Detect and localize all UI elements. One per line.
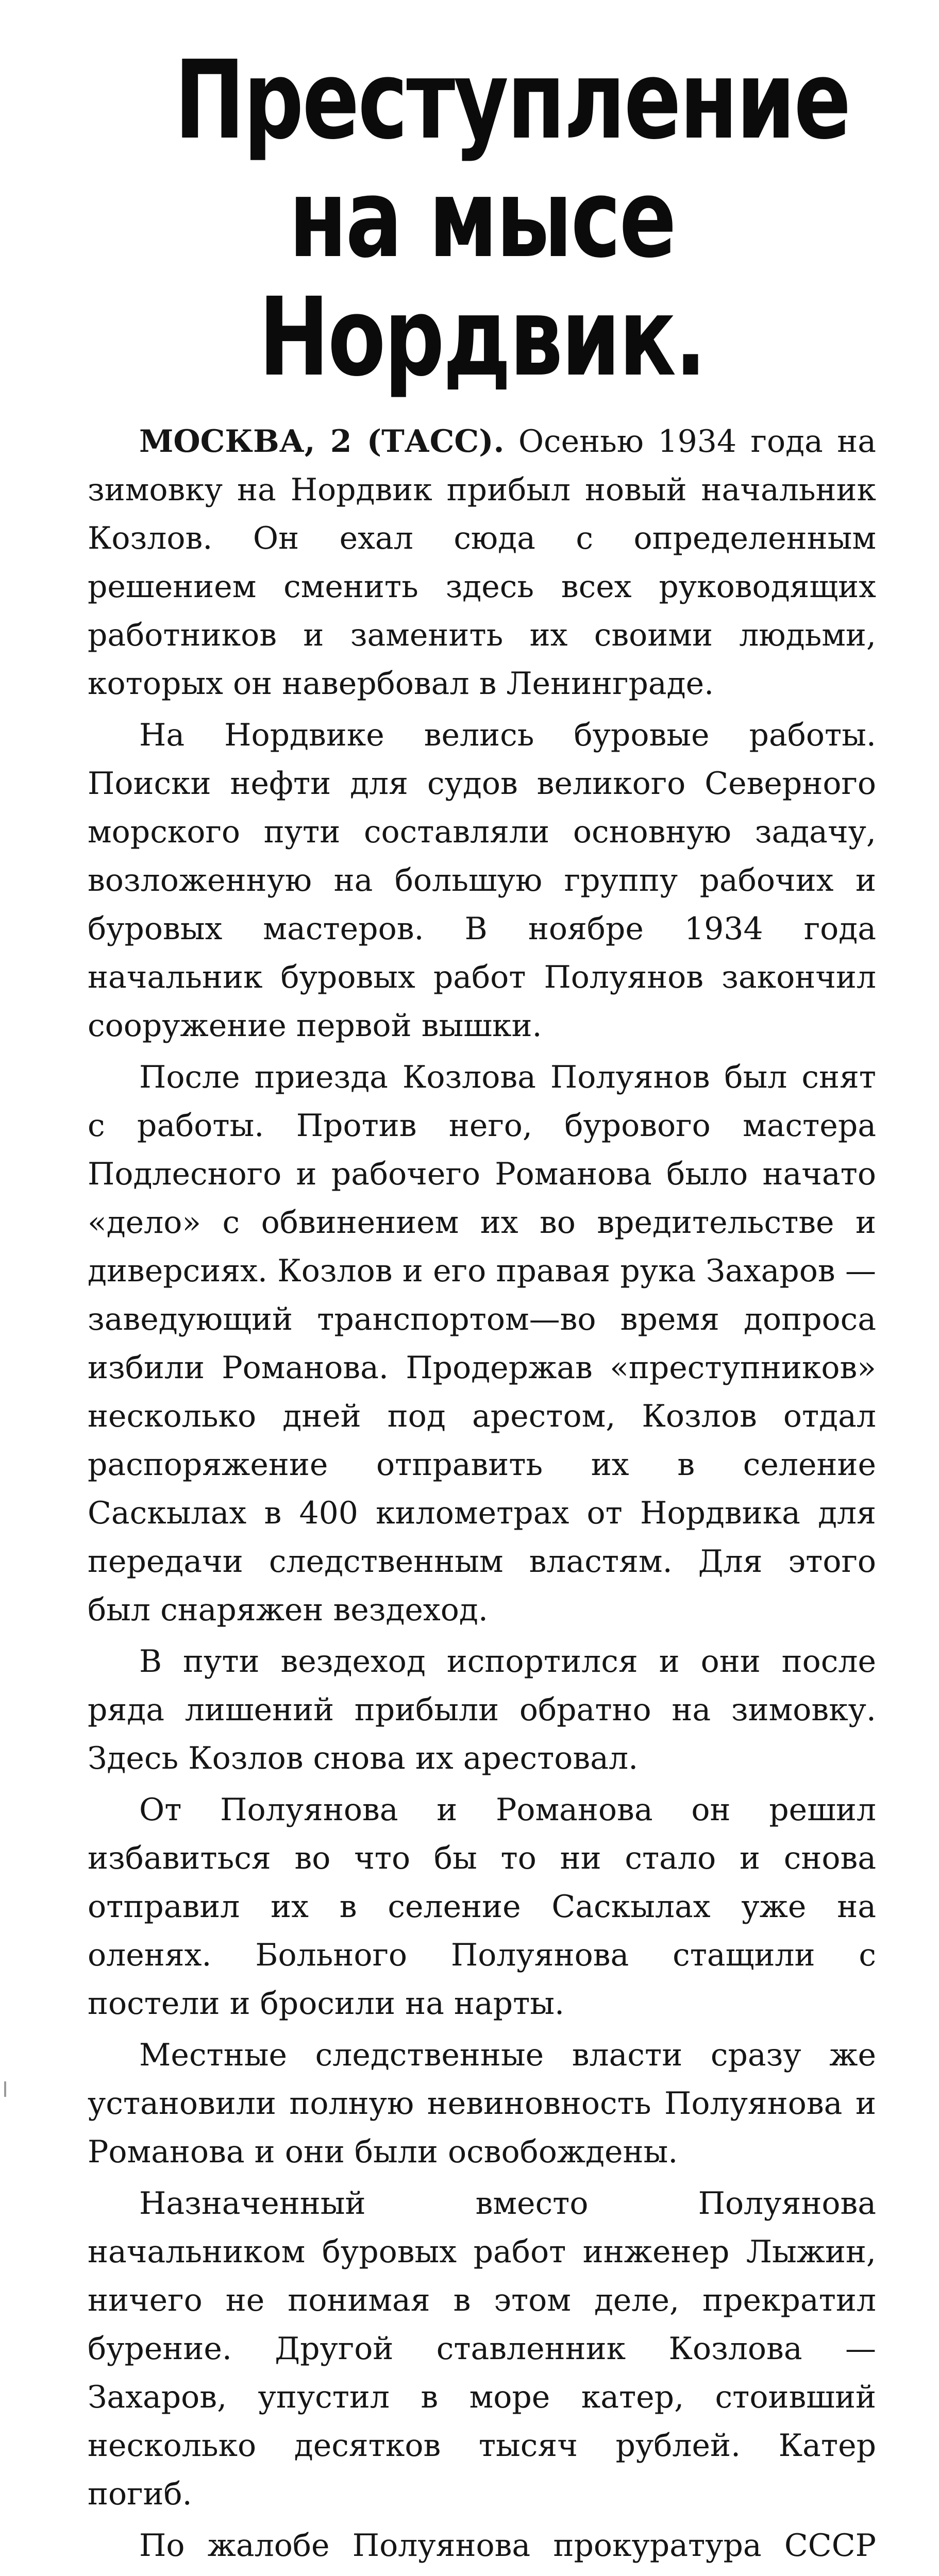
paragraph: Местные следственные власти сразу же установили полную невиновность Полуянова и Романова и они были освобождены. xyxy=(88,2037,876,2170)
newspaper-article xyxy=(88,37,877,2576)
dateline: МОСКВА, 2 (ТАСС). xyxy=(139,423,505,460)
paragraph: После приезда Козлова Полуянов был снят с работы. Против него, бурового мастера Подлесного и рабочего Романова было начато «дело» с обвинением их во вредительстве и диверсиях. Козлов и его правая рука Захаров — заведующий транспортом—во время допроса избили Романова. Продержав «преступников» несколько дней под арестом, Козлов отдал распоряжение отправить их в селение Саскылах в 400 километрах от Нордвика для передачи следственным властям. Для этого был снаряжен вездеход. xyxy=(88,1059,876,1628)
headline-line-1: Преступление на мысе xyxy=(174,37,850,282)
paragraph: На Нордвике велись буровые работы. Поиски нефти для судов великого Северного морского пути составляли основную задачу, возложенную на большую группу рабочих и буровых мастеров. В ноябре 1934 года начальник буровых работ Полуянов закончил сооружение первой вышки. xyxy=(88,717,876,1044)
paragraph: В пути вездеход испортился и они после ряда лишений прибыли обратно на зимовку. Здесь Козлов снова их арестовал. xyxy=(88,1643,876,1776)
paragraph xyxy=(88,417,876,708)
paragraph: По жалобе Полуянова прокуратура СССР xyxy=(139,2528,876,2564)
article-body xyxy=(88,417,876,2576)
paragraph: Назначенный вместо Полуянова начальником буровых работ инженер Лыжин, ничего не понимая в этом деле, прекратил бурение. Другой ставленник Козлова — Захаров, упустил в море катер, стоивший несколько десятков тысяч рублей. Катер погиб. xyxy=(88,2185,876,2512)
headline-line-2: Нордвик. xyxy=(258,274,706,400)
headline xyxy=(174,37,850,400)
margin-mark xyxy=(4,2081,6,2097)
paragraph: От Полуянова и Романова он решил избавиться во что бы то ни стало и снова отправил их в селение Саскылах уже на оленях. Больного Полуянова стащили с постели и бросили на нарты. xyxy=(88,1792,876,2022)
paragraph-text: Осенью 1934 года на зимовку на Нордвик прибыл новый начальник Козлов. Он ехал сюда с определенным решением сменить здесь всех руководящих работников и заменить их своими людьми, которых он навербовал в Ленинграде. xyxy=(88,423,877,702)
